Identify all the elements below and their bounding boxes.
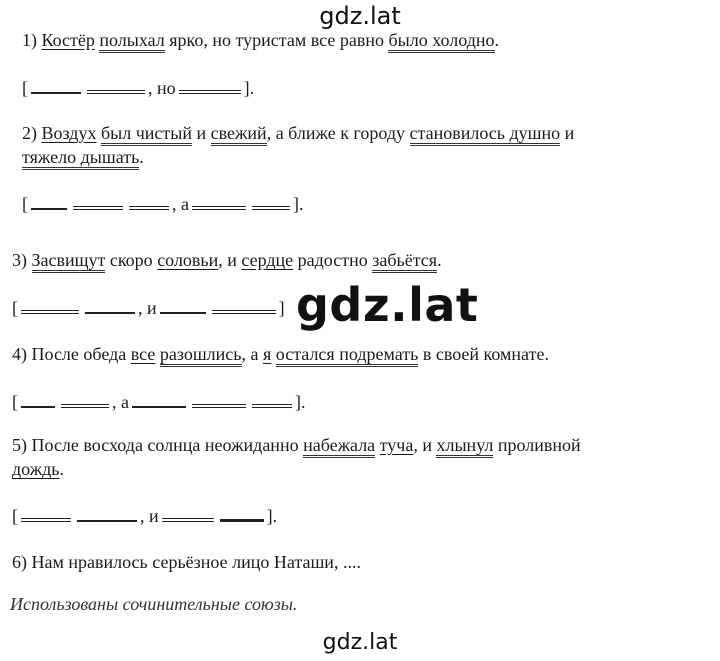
schema-predicate <box>192 403 246 408</box>
predicate: набежала <box>303 435 375 458</box>
schema-predicate <box>129 205 169 210</box>
sentence-5-cont <box>12 457 64 481</box>
schema-bracket: ]. <box>293 194 304 214</box>
plain-text: . <box>139 147 144 167</box>
predicate: становилось душно <box>410 123 561 146</box>
predicate: хлынул <box>436 435 493 458</box>
schema-predicate <box>252 205 290 210</box>
sentence-3 <box>12 248 442 272</box>
schema-predicate <box>252 403 292 408</box>
sentence-number: 2) <box>22 123 37 143</box>
sentence-number: 1) <box>22 30 37 50</box>
schema-subject <box>132 405 186 408</box>
schema-bracket: ] <box>278 298 285 318</box>
watermark-bottom: gdz.lat <box>322 630 398 655</box>
schema-predicate <box>73 205 123 210</box>
schema-bracket: [ <box>12 298 18 318</box>
predicate: полыхал <box>99 30 164 53</box>
schema-conjunction: , и <box>140 506 159 526</box>
sentence-6: 6) Нам нравилось серьёзное лицо Наташи, .... <box>12 552 361 572</box>
predicate: разошлись <box>160 344 242 367</box>
plain-text: , а ближе к городу <box>266 123 406 143</box>
subject: Воздух <box>41 123 97 143</box>
schema-conjunction: , а <box>112 392 129 412</box>
subject: дождь <box>12 459 60 479</box>
plain-text: радостно <box>297 250 368 270</box>
schema-bracket: ]. <box>266 506 278 526</box>
sentence-1 <box>22 28 499 52</box>
schema-1 <box>22 76 254 100</box>
schema-bracket: [ <box>22 194 28 214</box>
plain-text: ярко, но туристам все равно <box>169 30 384 50</box>
schema-bracket: [ <box>12 506 18 526</box>
watermark-top: gdz.lat <box>319 2 401 30</box>
subject: сердце <box>241 250 294 270</box>
schema-predicate <box>61 403 109 408</box>
plain-text: . <box>59 459 65 479</box>
plain-text: проливной <box>497 435 581 455</box>
schema-subject <box>160 311 206 314</box>
schema-subject <box>21 405 55 408</box>
schema-predicate <box>21 517 71 522</box>
predicate: свежий <box>211 123 267 146</box>
schema-bracket: [ <box>12 392 18 412</box>
subject: все <box>130 344 156 364</box>
plain-text: скоро <box>109 250 153 270</box>
predicate: тяжело дышать <box>22 147 139 170</box>
schema-subject <box>77 519 137 522</box>
subject: я <box>263 344 272 364</box>
schema-2 <box>22 192 304 216</box>
schema-bracket: ]. <box>243 78 255 98</box>
schema-predicate <box>212 309 276 314</box>
plain-text: , и <box>218 250 237 270</box>
watermark-middle: gdz.lat <box>296 278 479 332</box>
schema-predicate <box>21 309 79 314</box>
predicate: было холодно <box>388 30 494 53</box>
plain-text: в своей комнате. <box>422 344 549 364</box>
subject: соловьи <box>157 250 219 270</box>
predicate: забьётся <box>372 250 437 273</box>
plain-text: После обеда <box>31 344 127 364</box>
schema-predicate <box>87 89 145 94</box>
schema-5 <box>12 504 277 528</box>
schema-conjunction: , а <box>172 194 189 214</box>
plain-text: и <box>196 123 207 143</box>
sentence-2 <box>22 121 574 145</box>
sentence-number: 5) <box>12 435 27 455</box>
sentence-number: 4) <box>12 344 27 364</box>
subject: туча <box>379 435 414 455</box>
plain-text: , и <box>413 435 432 455</box>
schema-conjunction: , и <box>138 298 157 318</box>
schema-subject <box>31 207 67 210</box>
schema-bracket: ]. <box>295 392 306 412</box>
subject: Костёр <box>41 30 95 50</box>
sentence-5 <box>12 433 581 457</box>
sentence-2-cont <box>22 145 144 169</box>
schema-subject <box>220 518 264 522</box>
predicate: Засвищут <box>32 250 106 273</box>
plain-text: После восхода солнца неожиданно <box>31 435 299 455</box>
schema-subject <box>31 91 81 94</box>
plain-text: . <box>494 30 500 50</box>
schema-conjunction: , но <box>148 78 176 98</box>
schema-predicate <box>192 205 246 210</box>
schema-3 <box>12 296 285 320</box>
schema-bracket: [ <box>22 78 28 98</box>
footnote: Использованы сочинительные союзы. <box>10 594 298 614</box>
schema-subject <box>85 311 135 314</box>
plain-text: . <box>437 250 442 270</box>
sentence-4 <box>12 342 549 366</box>
plain-text: и <box>564 123 575 143</box>
predicate: остался подремать <box>276 344 419 367</box>
predicate: был чистый <box>101 123 192 146</box>
schema-predicate <box>162 517 214 522</box>
sentence-number: 3) <box>12 250 27 270</box>
schema-4 <box>12 390 306 414</box>
plain-text: , а <box>241 344 259 364</box>
schema-predicate <box>179 89 241 94</box>
